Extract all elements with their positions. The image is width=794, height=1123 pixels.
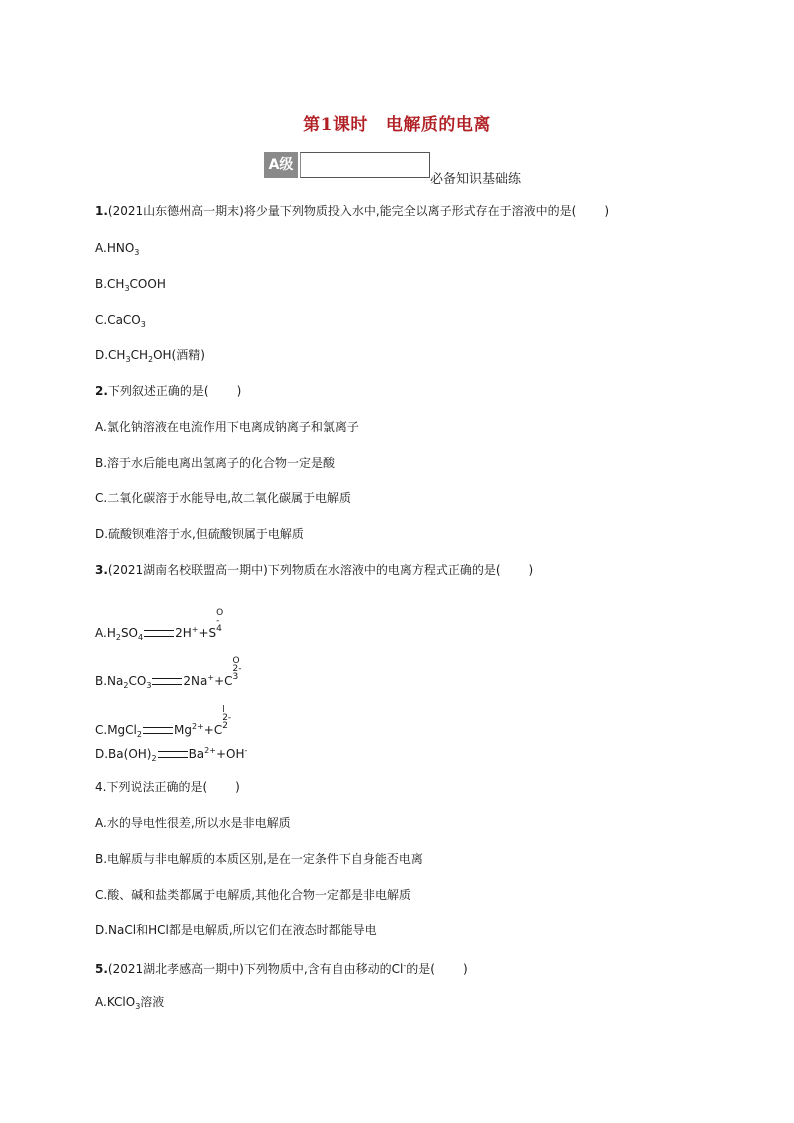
question-3-option-c: C.MgCl$_2$ $Mg^{2+}+C$ l 2- 2 [95, 705, 232, 739]
question-3-option-b: $B.Na_2CO_3$ 2Na++C O 2- 3 [95, 656, 242, 690]
lesson-topic: 电解质的电离 [385, 115, 491, 135]
question-2-option-a: A.氯化钠溶液在电流作用下电离成钠离子和氯离子 [95, 420, 359, 434]
question-4-option-d: D.NaCl和HCl都是电解质,所以它们在液态时都能导电 [95, 923, 377, 937]
equals-sign [152, 678, 182, 685]
question-3-option-a: $A.H_2SO_4$ 2H++S O - 4 [95, 608, 224, 642]
question-1-number: 1. [95, 204, 108, 218]
question-2-option-b: B.溶于水后能电离出氢离子的化合物一定是酸 [95, 456, 336, 470]
question-4-number: 4. [95, 780, 107, 794]
question-4-option-c: C.酸、碱和盐类都属于电解质,其他化合物一定都是非电解质 [95, 888, 412, 902]
question-4-option-b: B.电解质与非电解质的本质区别,是在一定条件下自身能否电离 [95, 852, 423, 866]
question-4-option-a: A.水的导电性很差,所以水是非电解质 [95, 816, 291, 830]
question-4-stem: 4.下列说法正确的是( ) [95, 780, 240, 794]
question-5-number: 5. [95, 962, 108, 976]
question-2-option-d: D.硫酸钡难溶于水,但硫酸钡属于电解质 [95, 527, 304, 541]
question-1-stem: 1.(2021山东德州高一期末)将少量下列物质投入水中,能完全以离子形式存在于溶液中的是( ) [95, 204, 610, 218]
level-badge: A级 [264, 152, 298, 178]
equals-sign [158, 751, 188, 758]
question-1-option-d: $D.CH_3CH_2OH$(酒精) [95, 348, 205, 364]
equals-sign [143, 727, 173, 734]
question-3-option-d: $D.Ba(OH)_2$ $Ba^{2+}+OH^-$ [95, 746, 248, 763]
equals-sign [144, 630, 174, 637]
question-1-option-b: $B.CH_3COOH$ [95, 277, 166, 293]
level-box [300, 152, 430, 178]
question-2-option-c: C.二氧化碳溶于水能导电,故二氧化碳属于电解质 [95, 491, 352, 505]
question-1-option-c: C.CaCO$_3$ [95, 313, 146, 329]
question-2-stem: 2.下列叙述正确的是( ) [95, 384, 242, 398]
question-3-number: 3. [95, 563, 108, 577]
level-label: 必备知识基础练 [430, 172, 522, 187]
question-3-stem: 3.(2021湖南名校联盟高一期中)下列物质在水溶液中的电离方程式正确的是( ) [95, 563, 534, 577]
question-1-option-a: $A.HNO_3$ [95, 241, 140, 257]
question-5-stem: 5.(2021湖北孝感高一期中)下列物质中,含有自由移动的Cl-的是( ) [95, 961, 468, 976]
question-2-number: 2. [95, 384, 108, 398]
question-5-option-a: A.KClO$_3$溶液 [95, 995, 165, 1011]
lesson-number: 第1课时 [303, 115, 368, 135]
page-title [0, 110, 794, 135]
